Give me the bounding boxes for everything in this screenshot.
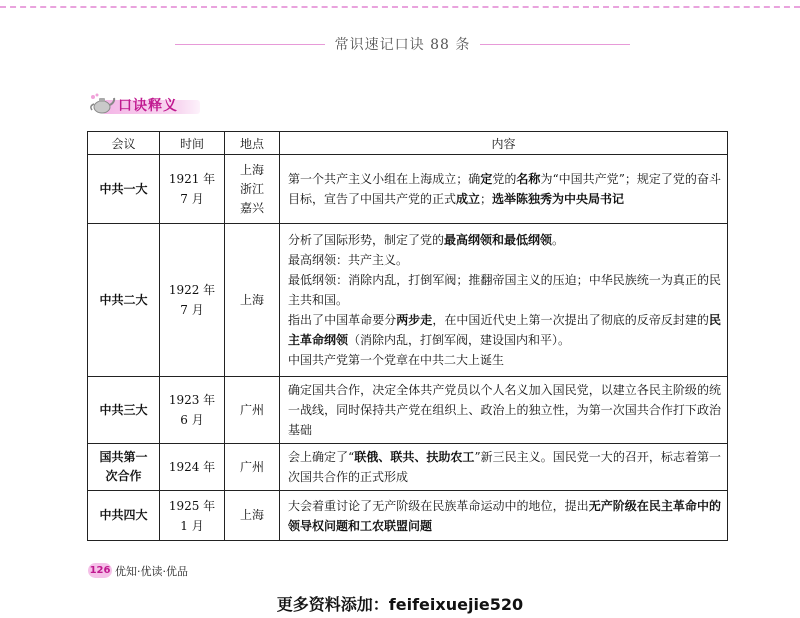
meeting-line: 国共第一 <box>99 450 148 464</box>
content-paragraph <box>288 230 721 250</box>
emphasis-text: 选举陈独秀为中央局书记 <box>492 192 625 206</box>
content-text: （消除内乱，打倒军阀，建设国内和平）。 <box>348 333 571 347</box>
time-line: 6 月 <box>180 413 204 427</box>
content-cell <box>280 224 728 377</box>
content-text: ； <box>480 192 493 206</box>
footer-slogan: 优知·优读·优品 <box>115 565 188 578</box>
content-text: 党的 <box>492 172 517 186</box>
time-line: 7 月 <box>180 303 204 317</box>
time-line: 1925 年 <box>168 498 216 513</box>
content-text: ”新三民主义。国民党一大的召开，标志着第一次国共合作的正式形成 <box>288 450 721 484</box>
content-paragraph <box>288 310 721 350</box>
content-cell <box>280 377 728 444</box>
emphasis-text: 成立 <box>456 192 481 206</box>
column-header-meeting: 会议 <box>88 132 160 155</box>
place-line: 浙江 <box>239 181 264 196</box>
meeting-line: 次合作 <box>105 469 142 483</box>
content-text: 中国共产党第一个党章在中共二大上诞生 <box>288 353 505 367</box>
place-line: 上海 <box>239 162 264 177</box>
time-line: 7 月 <box>180 192 204 206</box>
emphasis-text: 名称 <box>516 172 541 186</box>
page-number: 126 <box>89 565 111 576</box>
time-cell <box>160 444 225 491</box>
content-text: 会上确定了“ <box>288 450 355 464</box>
table-row <box>88 155 728 224</box>
time-line: 1921 年 <box>168 172 216 186</box>
content-paragraph <box>288 250 721 270</box>
place-cell <box>225 224 280 377</box>
place-cell <box>225 377 280 444</box>
section-label-text: 口诀释义 <box>118 98 178 114</box>
watermark-text: 更多资料添加：feifeixuejie520 <box>276 595 524 614</box>
time-cell <box>160 491 225 541</box>
content-cell <box>280 491 728 541</box>
content-cell <box>280 444 728 491</box>
table-row <box>88 491 728 541</box>
meetings-table <box>87 131 728 541</box>
content-text: 指出了中国革命要分 <box>288 313 397 327</box>
table-row <box>88 224 728 377</box>
emphasis-text: 定 <box>480 172 493 186</box>
place-line: 上海 <box>239 508 264 522</box>
place-line: 广州 <box>239 402 264 417</box>
time-line: 1924 年 <box>168 460 216 474</box>
time-cell <box>160 224 225 377</box>
content-text: ，在中国近代史上第一次提出了彻底的反帝反封建的 <box>432 313 709 327</box>
emphasis-text: 两步走 <box>396 313 433 327</box>
meeting-cell: 中共三大 <box>88 377 160 444</box>
content-text: 分析了国际形势，制定了党的 <box>288 233 445 247</box>
table-header-row <box>88 132 728 155</box>
place-cell <box>225 491 280 541</box>
top-dashed-border <box>0 6 800 8</box>
content-paragraph <box>288 447 721 487</box>
content-paragraph <box>288 169 721 209</box>
content-text: 。 <box>552 233 565 247</box>
column-header-time: 时间 <box>160 132 225 155</box>
meeting-cell <box>88 444 160 491</box>
content-paragraph <box>288 496 721 536</box>
column-header-place: 地点 <box>225 132 280 155</box>
meeting-cell: 中共一大 <box>88 155 160 224</box>
content-text: 确定国共合作，决定全体共产党员以个人名义加入国民党，以建立各民主阶级的统一战线，同时保持共产党在组织上、政治上的独立性，为第一次国共合作打下政治基础 <box>288 383 721 437</box>
content-text: 最低纲领：消除内乱，打倒军阀；推翻帝国主义的压迫；中华民族统一为真正的民主共和国。 <box>288 273 721 307</box>
place-cell <box>225 155 280 224</box>
content-paragraph <box>288 350 721 370</box>
place-line: 上海 <box>239 292 264 307</box>
content-text: 大会着重讨论了无产阶级在民族革命运动中的地位，提出 <box>288 498 589 513</box>
time-cell <box>160 155 225 224</box>
column-header-content: 内容 <box>280 132 728 155</box>
place-cell <box>225 444 280 491</box>
teapot-icon <box>88 92 116 116</box>
time-line: 1 月 <box>180 518 204 533</box>
header-rule-left <box>175 44 325 45</box>
time-cell <box>160 377 225 444</box>
meeting-cell: 中共二大 <box>88 224 160 377</box>
table-row <box>88 377 728 444</box>
content-text: 为“中国共产党”；规定了党的奋斗目标，宣告了中国共产党的正式 <box>288 172 721 206</box>
table-row <box>88 444 728 491</box>
header-rule-right <box>480 44 630 45</box>
meeting-cell: 中共四大 <box>88 491 160 541</box>
place-line: 嘉兴 <box>239 200 264 215</box>
place-line: 广州 <box>239 459 264 474</box>
content-text: 最高纲领：共产主义。 <box>288 253 409 267</box>
page-header <box>0 34 800 56</box>
content-text: 第一个共产主义小组在上海成立；确 <box>288 172 481 186</box>
time-line: 1923 年 <box>168 393 216 407</box>
emphasis-text: 无产阶级在民主革命中的领导权问题和工农联盟问题 <box>288 498 721 533</box>
emphasis-text: 最高纲领和最低纲领 <box>444 233 553 247</box>
section-label <box>88 92 200 116</box>
page-footer <box>88 562 288 580</box>
page-title: 常识速记口诀 88 条 <box>334 37 471 53</box>
time-line: 1922 年 <box>168 283 216 297</box>
emphasis-text: 联俄、联共、扶助农工 <box>354 450 475 464</box>
content-paragraph <box>288 380 721 440</box>
emphasis-text: 民主革命纲领 <box>288 313 721 347</box>
content-paragraph <box>288 270 721 310</box>
content-cell <box>280 155 728 224</box>
